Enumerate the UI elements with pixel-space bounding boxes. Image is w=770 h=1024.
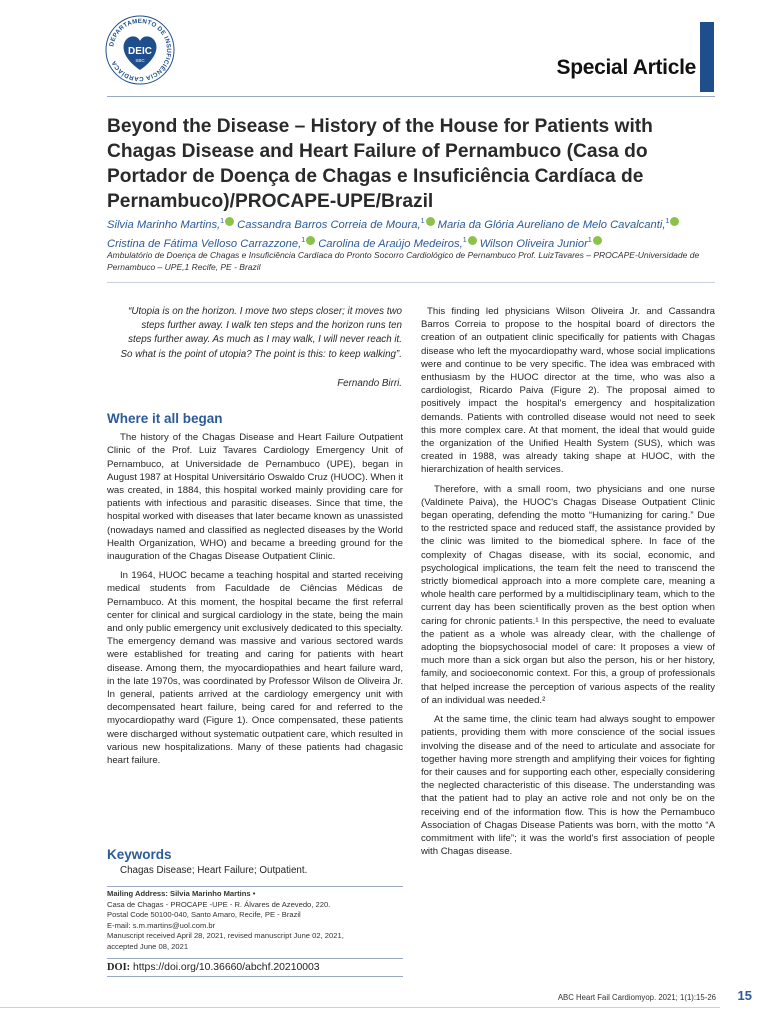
logo-text: DEIC [128, 46, 152, 57]
article-type-bar [700, 22, 714, 92]
mailing-line: accepted June 08, 2021 [107, 941, 189, 951]
author[interactable] [107, 219, 234, 231]
orcid-icon[interactable] [468, 236, 477, 245]
doi-box [107, 958, 403, 977]
paragraph: Therefore, with a small room, two physicians and one nurse (Valdinete Paiva), the HUOC's Chagas Disease Outpatient Clinic began operating, defending the motto “Humanizing for caring.” Due to the restricted space and reduced staff, the assistance provided by the clinic was limited to the biomedical sphere. In face of the complexity of Chagas disease, with its social, economic, and psychological implications, the team felt the need to transcend the strictly biomedical approach into a more complete care, meaning a whole health care performed by a multidisciplinary team, which to the current day has been scientifically proven as the best option when caring for chronic patients.¹ In this perspective, the need to evaluate the patient as a whole was already clear, with the challenge of adopting the biopsychosocial model of care: It proposes a view of much more than a sick organ but also the person, his or her history, family, and socioeconomic context. For this, a group of professionals that helped increase the perception of various aspects of the reality of an individual was needed.² [421, 483, 715, 706]
deic-logo [104, 14, 176, 86]
author-list [107, 214, 715, 252]
mailing-label: Mailing Address: Silvia Marinho Martins • [107, 889, 256, 898]
paragraph: At the same time, the clinic team had always sought to empower patients, providing them with more conscience of the social issues involving the disease and of the need to articulate and associate for together having more strength and amplifying their voices for fighting for their causes and for supporting each other, especially considering the neglected characteristic of this disease. The understanding was that the patient had to play an active role and not only be on the receiving end of the information flow. This is how the Pernambuco Association of Chagas Disease Patients was born, with the motto “A commitment with life”; it was the world's first association of people with Chagas disease. [421, 714, 715, 858]
paragraph: This finding led physicians Wilson Oliveira Jr. and Cassandra Barros Correia to propose to the hospital board of directors the creation of an outpatient clinic specifically for patients with Chagas disease who left the myocardiopathy ward, whose social implications were and continue to be very specific. The idea was embraced with enthusiasm by the HUOC director at the time, who was also a cardiologist, Ricardo Paiva (Figure 2). The proposal aimed to positively impact the hospital's emergency and hospitalization demands. Patients with controlled disease would not need to seek this more complex care. At that moment, the ideal that would guide the organization of the Unified Health System (SUS), which was created in 1988, was already taking shape at HUOC, with the hierarchization of health services. [421, 306, 715, 476]
footer-divider [0, 1007, 720, 1008]
logo-subtext: SBC [135, 58, 145, 63]
orcid-icon[interactable] [225, 217, 234, 226]
doi-link[interactable]: https://doi.org/10.36660/abchf.20210003 [132, 962, 320, 973]
article-type: Special Article [556, 56, 696, 79]
journal-citation: ABC Heart Fail Cardiomyop. 2021; 1(1):15-26 [557, 993, 716, 1002]
keywords-heading: Keywords [107, 847, 172, 862]
keywords-text: Chagas Disease; Heart Failure; Outpatient. [120, 865, 308, 876]
orcid-icon[interactable] [670, 217, 679, 226]
author-name: Wilson Oliveira Junior [479, 238, 588, 250]
author[interactable] [237, 219, 434, 231]
right-column [421, 305, 715, 864]
article-title: Beyond the Disease – History of the House for Patients with Chagas Disease and Heart Failure of Pernambuco (Casa do Portador de Doença de Chagas e Insuficiência Cardíaca de Pernambuco)/PROCAPE-UPE/Brazil [107, 116, 653, 212]
doi-label: DOI: [107, 962, 131, 973]
author-affiliation-marker: 1 [462, 237, 467, 244]
logo-ring-text: DEPARTAMENTO DE INSUFICIÊNCIA CARDÍACA [108, 17, 173, 83]
author-affiliation-marker: 1 [420, 218, 425, 225]
mailing-line: Manuscript received April 28, 2021, revised manuscript June 02, 2021, [107, 931, 344, 941]
epigraph-quote: “Utopia is on the horizon. I move two steps closer; it moves two steps further away. I walk ten steps and the horizon runs ten steps further away. As much as I may walk, I will never reach it. So what is the point of utopia? The point is this: to keep walking”. [120, 306, 402, 360]
page-number: 15 [737, 988, 752, 1003]
affiliation: Ambulatório de Doença de Chagas e Insuficiência Cardíaca do Pronto Socorro Cardiológico de Pernambuco Prof. LuizTavares – PROCAPE-Universidade de Pernambuco – UPE,1 Recife, PE - Brazil [107, 250, 700, 272]
orcid-icon[interactable] [593, 236, 602, 245]
orcid-icon[interactable] [426, 217, 435, 226]
mailing-line: Postal Code 50100-040, Santo Amaro, Recife, PE - Brazil [107, 910, 301, 920]
author-name: Maria da Glória Aureliano de Melo Cavalcanti, [437, 219, 666, 231]
header-divider [107, 96, 715, 97]
author-affiliation-marker: 1 [665, 218, 670, 225]
epigraph-author: Fernando Birri. [337, 378, 402, 389]
author-affiliation-marker: 1 [587, 237, 592, 244]
author[interactable] [438, 219, 680, 231]
author-name: Cristina de Fátima Velloso Carrazzone, [107, 238, 302, 250]
section-heading: Where it all began [107, 411, 223, 426]
email-link[interactable]: E-mail: s.m.martins@uol.com.br [107, 920, 216, 930]
author-name: Carolina de Araújo Medeiros, [318, 238, 463, 250]
author-name: Silvia Marinho Martins, [107, 219, 221, 231]
paragraph: The history of the Chagas Disease and Heart Failure Outpatient Clinic of the Prof. Luiz Tavares Cardiology Emergency Unit of Pernambuco, at Universidade de Pernambuco (UPE), began in August 1987 at Hospital Universitário Oswaldo Cruz (HUOC). When it was created, in 1884, this hospital worked mainly providing care for patients with infectious and parasitic diseases. Since that time, the hospital worked with diseases that later became known as unassisted (nowadays named and classified as neglected diseases by the World Health Organization, WHO) and became a breeding ground for the inauguration of the Chagas Disease Outpatient Clinic. [107, 432, 403, 563]
author-affiliation-marker: 1 [220, 218, 225, 225]
mailing-address [107, 886, 403, 953]
author-affiliation-marker: 1 [301, 237, 306, 244]
orcid-icon[interactable] [306, 236, 315, 245]
paragraph: In 1964, HUOC became a teaching hospital and started receiving medical students from Faculdade de Ciências Médicas de Pernambuco. At this moment, the hospital became the first referral center for clinical and surgical cardiology in the state, being the main and only public emergency unit exclusively dedicated to this specialty. The emergency demand was massive and various sectored wards were established for treating and caring for patients with heart disease. Among them, the myocardiopathies and heart failure ward, in the late 1970s, was coordinated by Professor Wilson de Oliveira Jr. In general, patients arrived at the cardiology emergency unit with decompensated heart failure, being cared for and referred to the myocardiopathy ward (Figure 1). Once compensated, these patients were discharged without systematic outpatient care, which resulted in various new hospitalizations. Many of these patients had chagasic heart failure. [107, 570, 403, 767]
affiliation-divider [107, 282, 715, 283]
mailing-line: Casa de Chagas - PROCAPE -UPE - R. Álvares de Azevedo, 220. [107, 899, 331, 909]
left-column [107, 411, 403, 773]
author-name: Cassandra Barros Correia de Moura, [237, 219, 421, 231]
